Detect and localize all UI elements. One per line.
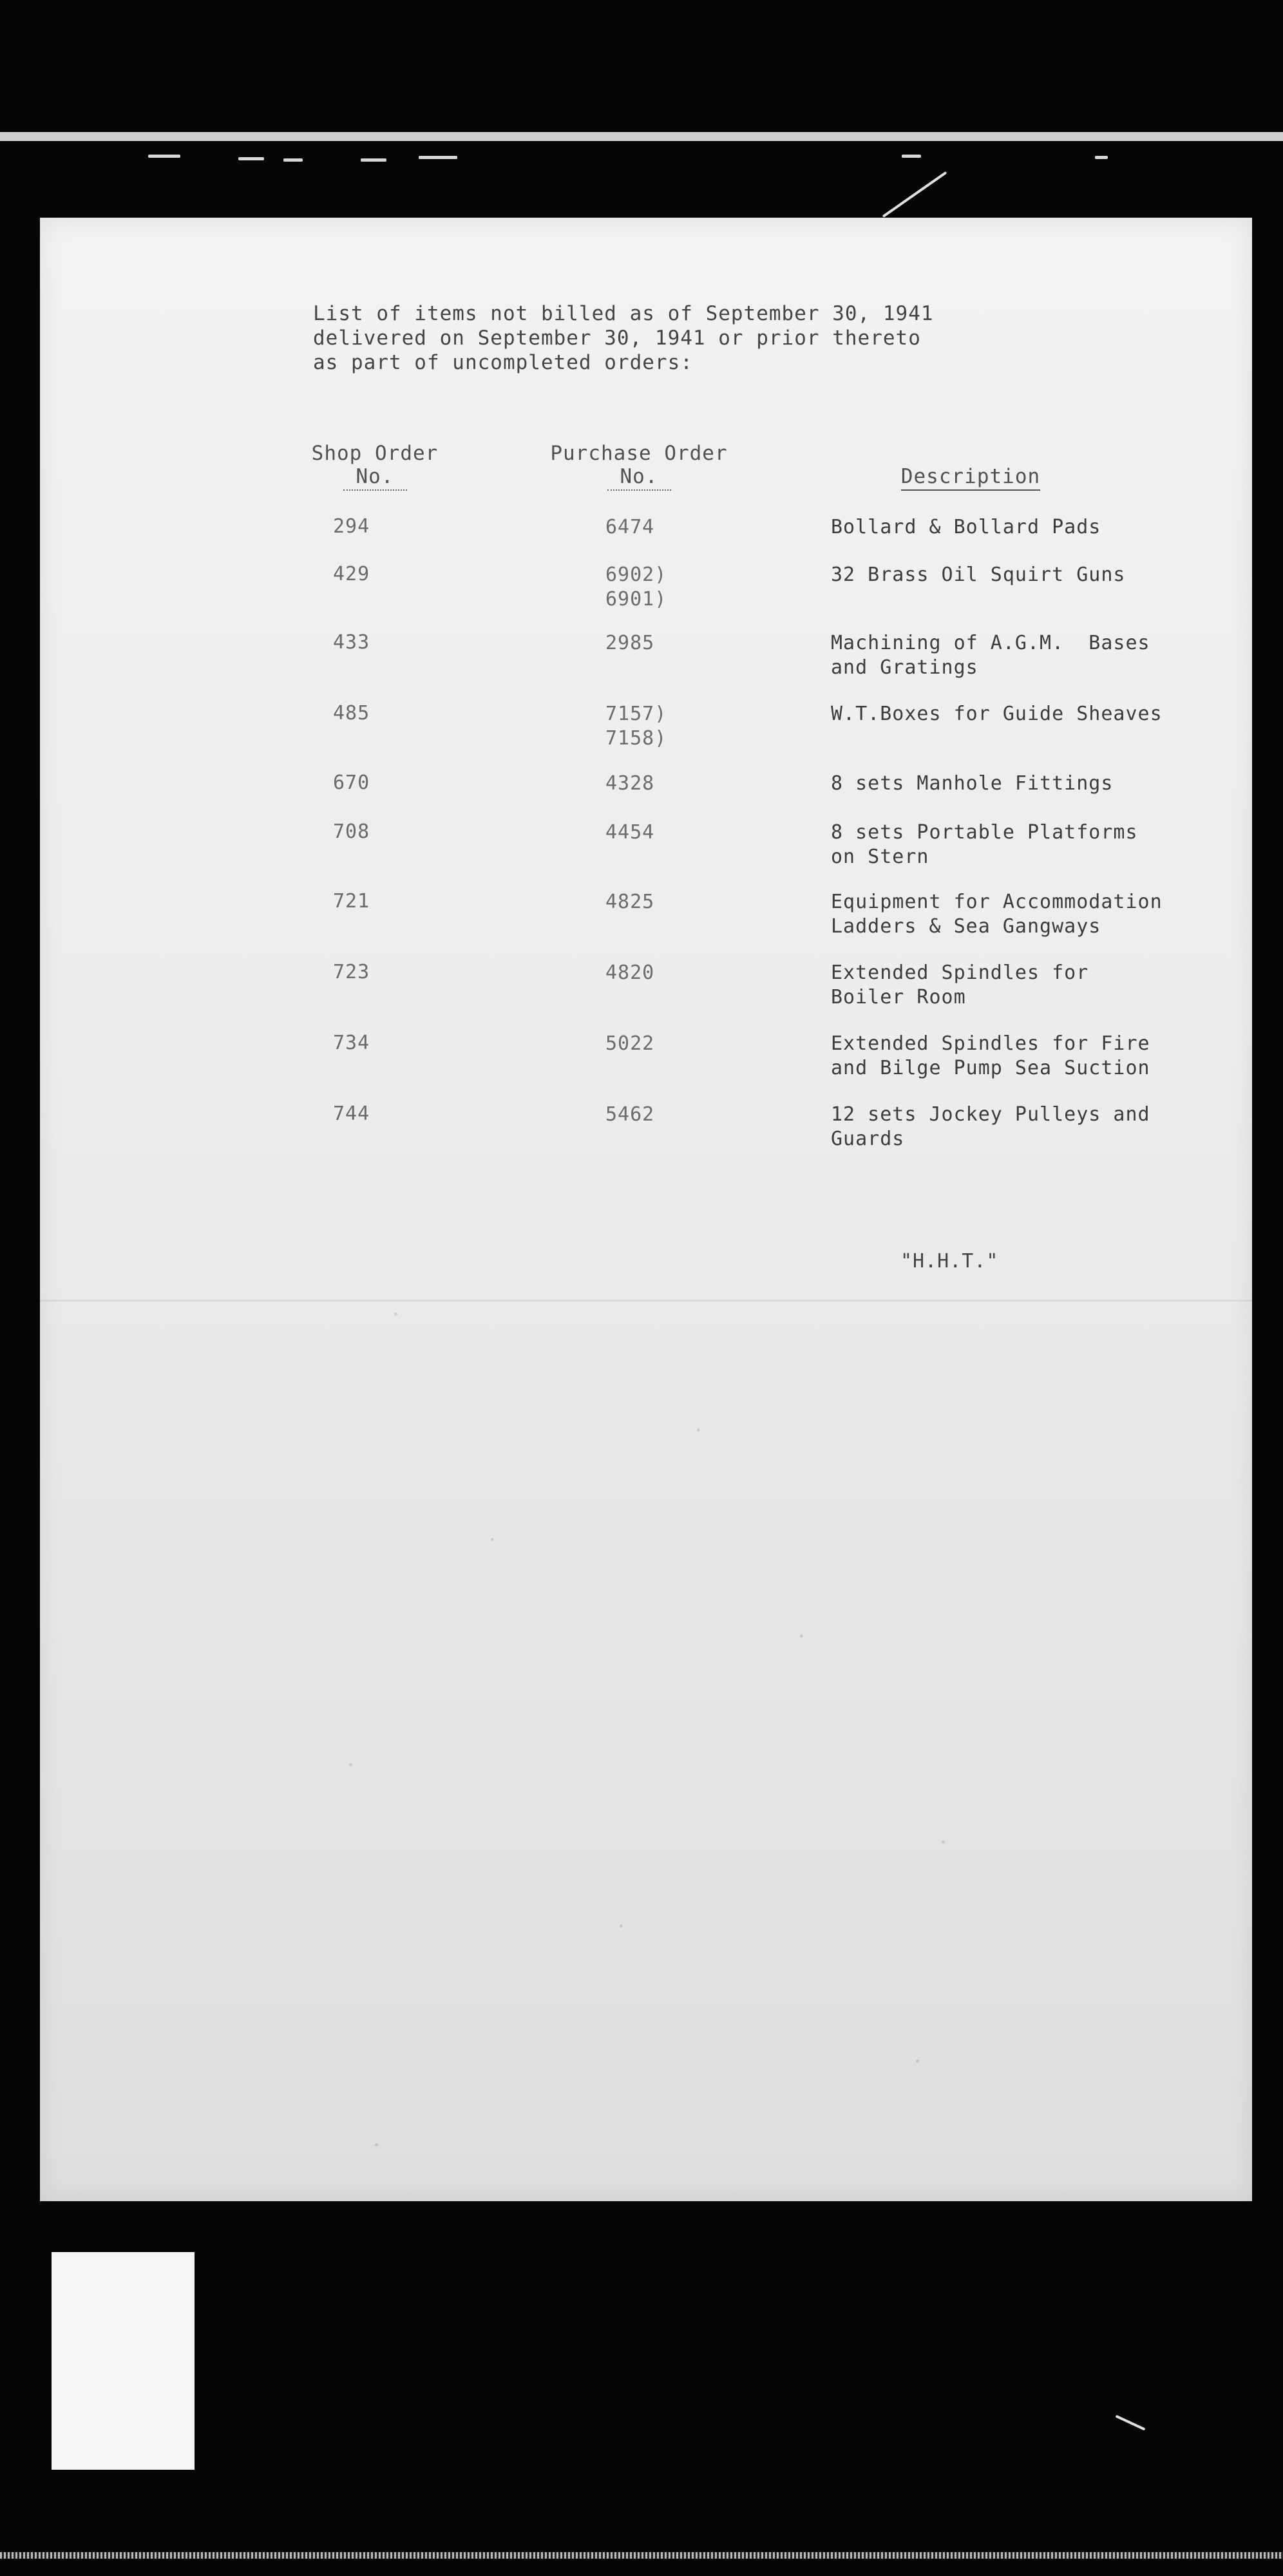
shop-order-cell: 723 bbox=[333, 961, 370, 983]
purchase-order-cell: 5462 bbox=[605, 1103, 655, 1126]
film-label-tab bbox=[52, 2252, 195, 2470]
shop-order-cell: 670 bbox=[333, 772, 370, 794]
description-cell: Equipment for Accommodation Ladders & Sea Gangways bbox=[831, 891, 1163, 938]
shop-order-cell: 294 bbox=[333, 515, 370, 538]
film-scratch bbox=[882, 171, 947, 218]
film-edge-marks bbox=[0, 148, 1283, 174]
purchase-order-label: Purchase Order bbox=[550, 442, 728, 465]
description-cell: Extended Spindles for Fire and Bilge Pump Sea Suction bbox=[831, 1032, 1150, 1079]
shop-order-no-label: No. bbox=[343, 465, 407, 491]
purchase-order-cell: 2985 bbox=[605, 632, 655, 654]
purchase-order-cell: 4825 bbox=[605, 891, 655, 913]
purchase-order-cell: 4820 bbox=[605, 961, 655, 984]
signature-initials: "H.H.T." bbox=[900, 1250, 999, 1273]
column-header-description bbox=[874, 465, 1067, 488]
purchase-order-cell: 6474 bbox=[605, 516, 655, 538]
column-header-shop-order bbox=[298, 442, 452, 491]
film-edge-perforation bbox=[0, 2552, 1283, 2559]
shop-order-cell: 708 bbox=[333, 820, 370, 843]
paper-fold-line bbox=[40, 1300, 1252, 1302]
document-page bbox=[40, 218, 1252, 2201]
heading-line-3: as part of uncompleted orders: bbox=[313, 351, 693, 374]
description-cell: 8 sets Manhole Fittings bbox=[831, 772, 1114, 795]
film-scratch bbox=[1115, 2415, 1145, 2431]
description-label: Description bbox=[901, 465, 1040, 491]
shop-order-cell: 734 bbox=[333, 1032, 370, 1054]
description-cell: 12 sets Jockey Pulleys and Guards bbox=[831, 1103, 1150, 1150]
heading-line-1: List of items not billed as of September 30, 1941 bbox=[313, 302, 934, 325]
film-edge-band bbox=[0, 132, 1283, 141]
description-cell: Bollard & Bollard Pads bbox=[831, 516, 1101, 538]
shop-order-cell: 744 bbox=[333, 1103, 370, 1125]
heading-line-2: delivered on September 30, 1941 or prior thereto bbox=[313, 327, 921, 350]
description-cell: W.T.Boxes for Guide Sheaves bbox=[831, 703, 1163, 725]
description-cell: 8 sets Portable Platforms on Stern bbox=[831, 821, 1138, 868]
purchase-order-cell: 6902) 6901) bbox=[605, 564, 667, 611]
purchase-order-cell: 4454 bbox=[605, 821, 655, 844]
description-cell: 32 Brass Oil Squirt Guns bbox=[831, 564, 1126, 586]
shop-order-cell: 433 bbox=[333, 631, 370, 654]
shop-order-cell: 485 bbox=[333, 702, 370, 724]
description-cell: Extended Spindles for Boiler Room bbox=[831, 961, 1089, 1009]
purchase-order-cell: 5022 bbox=[605, 1032, 655, 1055]
purchase-order-cell: 7157) 7158) bbox=[605, 703, 667, 750]
column-header-purchase-order bbox=[549, 442, 729, 491]
shop-order-label: Shop Order bbox=[311, 442, 439, 465]
description-cell: Machining of A.G.M. Bases and Gratings bbox=[831, 632, 1150, 679]
document-heading bbox=[313, 301, 934, 375]
purchase-order-no-label: No. bbox=[607, 465, 671, 491]
shop-order-cell: 721 bbox=[333, 890, 370, 913]
purchase-order-cell: 4328 bbox=[605, 772, 655, 795]
shop-order-cell: 429 bbox=[333, 563, 370, 585]
